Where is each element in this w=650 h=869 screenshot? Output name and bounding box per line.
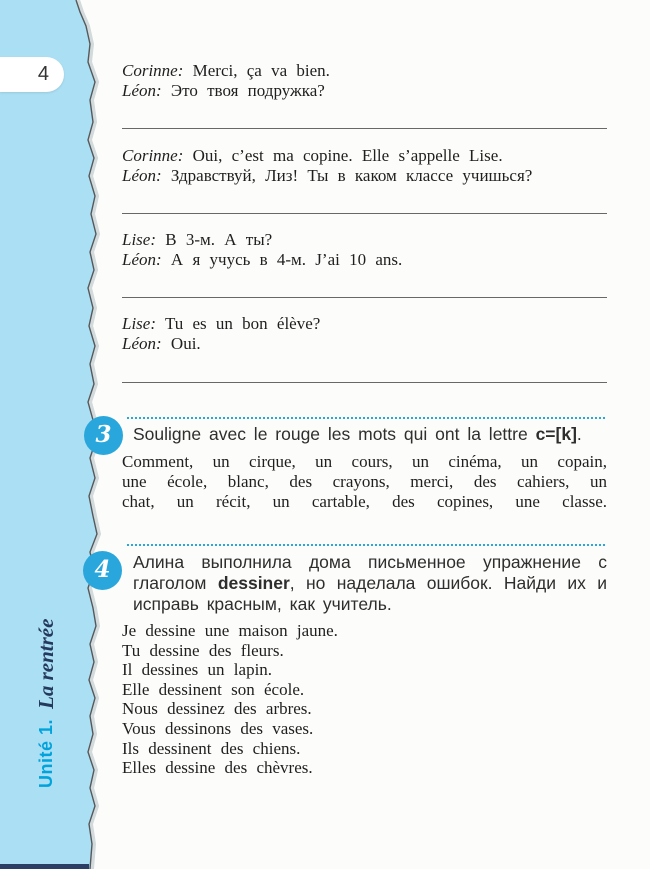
list-item: Elles dessine des chèvres. [122,758,313,778]
exercise-number: 4 [94,556,111,583]
list-item: Elle dessinent son école. [122,679,305,699]
exercise-number-badge [83,551,122,590]
dialogue-line [122,250,607,270]
dialogue-section-3 [122,230,607,270]
unit-title: La rentrée [33,618,58,709]
dialogue-section-2 [122,146,607,186]
instruction-text: Алина выполнила дома письменное упражнение с глаголом [133,552,607,593]
dialogue-text: Tu es un bon élève? [164,314,321,333]
dialogue-line [122,314,607,334]
list-item: Je dessine une maison jaune. [122,621,338,640]
list-item: Vous dessinons des vases. [122,718,314,738]
speaker-name: Léon: [122,81,162,100]
dialogue-line [122,230,607,250]
dialogue-section-4 [122,314,607,354]
dialogue-text: А я учусь в 4-м. J’ai 10 ans. [170,250,403,269]
speaker-name: Léon: [122,334,162,353]
dialogue-line [122,334,607,354]
instruction-text: , но наделала ошибок. Найди их и исправь красным, как учитель. [133,573,607,614]
page-number-pill [0,57,64,92]
dialogue-text: Это твоя подружка? [170,81,325,100]
dialogue-text: Merci, ça va bien. [192,61,330,80]
dialogue-line [122,81,607,101]
dialogue-text: Oui, c’est ma copine. Elle s’appelle Lise. [192,146,503,165]
dialogue-line [122,61,607,81]
page-number: 4 [37,63,49,85]
list-item: Nous dessinez des arbres. [122,699,312,719]
dialogue-line [122,146,607,166]
exercise-number-badge [84,416,123,455]
exercise-dotted-rule [127,544,605,546]
unit-tab [28,606,64,788]
list-item: Tu dessine des fleurs. [122,640,284,660]
exercise-dotted-rule [127,417,605,419]
instruction-text: Souligne avec le rouge les mots qui ont la lettre [133,424,536,444]
exercise-3-instruction [133,424,607,445]
section-divider [122,297,607,298]
word-list-line: une école, blanc, des crayons, merci, des cahiers, un [122,472,607,491]
speaker-name: Léon: [122,166,162,185]
bottom-navy-bar [0,864,89,869]
exercise-3-word-list [122,452,607,512]
dialogue-text: Здравствуй, Лиз! Ты в каком классе учишься? [170,166,533,185]
speaker-name: Corinne: [122,146,184,165]
dialogue-text: В 3-м. А ты? [165,230,273,249]
unit-label: Unité 1. [35,718,56,788]
dialogue-section-1 [122,61,607,101]
speaker-name: Lise: [122,314,156,333]
dialogue-text: Oui. [170,334,201,353]
exercise-number: 3 [95,421,112,448]
list-item: Il dessines un lapin. [122,660,273,680]
speaker-name: Lise: [122,230,156,249]
instruction-text: . [576,424,582,444]
exercise-4-instruction [133,552,607,615]
list-item: Ils dessinent des chiens. [122,738,301,758]
dialogue-line [122,166,607,186]
instruction-bold-term: dessiner [217,573,290,593]
section-divider [122,213,607,214]
word-list-line: Comment, un cirque, un cours, un cinéma, un copain, [122,452,607,471]
speaker-name: Léon: [122,250,162,269]
section-divider [122,128,607,129]
instruction-bold-term: c=[k] [535,424,577,444]
word-list-line: chat, un récit, un cartable, des copines, une classe. [122,492,607,511]
speaker-name: Corinne: [122,61,184,80]
section-divider [122,382,607,383]
conjugation-list [122,621,607,778]
